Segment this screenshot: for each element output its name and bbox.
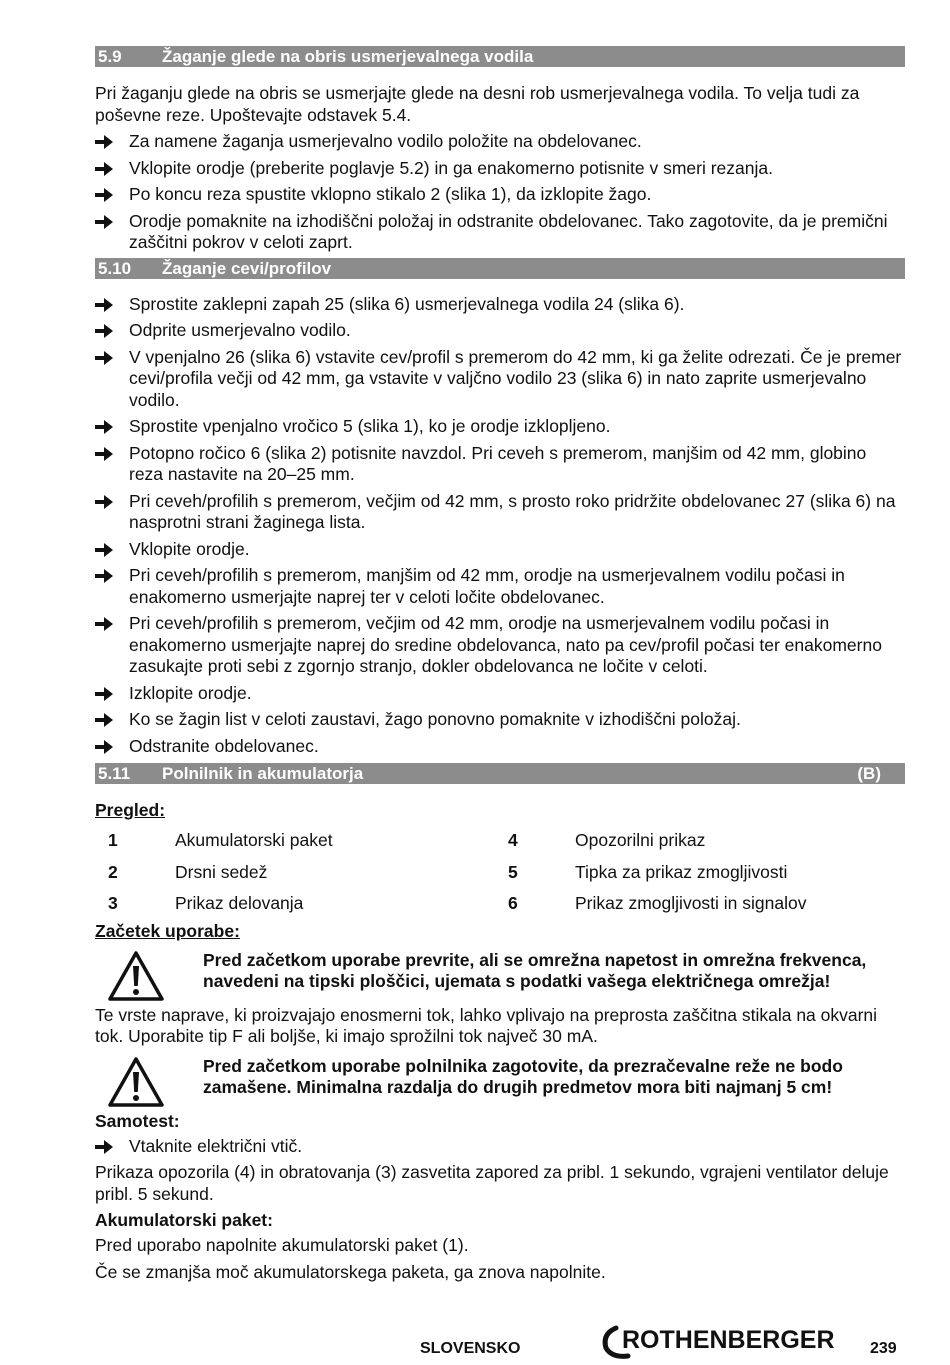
list-item bbox=[95, 211, 905, 254]
list-item-text: Po koncu reza spustite vklopno stikalo 2 (slika 1), da izklopite žago. bbox=[129, 184, 652, 204]
list-item bbox=[95, 294, 905, 316]
list-item bbox=[95, 347, 905, 412]
svg-text:ROTHENBERGER: ROTHENBERGER bbox=[622, 1326, 835, 1354]
arrow-icon bbox=[95, 347, 129, 412]
list-item bbox=[95, 491, 905, 534]
brand-logo bbox=[600, 1324, 850, 1365]
item-label: Opozorilni prikaz bbox=[575, 830, 706, 850]
item-number: 1 bbox=[108, 830, 118, 850]
list-item-text: Za namene žaganja usmerjevalno vodilo položite na obdelovanec. bbox=[129, 131, 642, 151]
section-title: Polnilnik in akumulatorja bbox=[162, 764, 364, 783]
arrow-icon bbox=[95, 131, 129, 153]
overview-table bbox=[95, 825, 905, 920]
section-heading-5-9 bbox=[95, 46, 905, 67]
battery-heading: Akumulatorski paket: bbox=[95, 1210, 273, 1230]
list-item-text: Pri ceveh/profilih s premerom, večjim od 42 mm, s prosto roko pridržite obdelovanec 27 (slika 6) na nasprotni strani žaginega lista. bbox=[129, 490, 896, 532]
list-item-text: Ko se žagin list v celoti zaustavi, žago ponovno pomaknite v izhodiščni položaj. bbox=[129, 709, 741, 729]
start-heading: Začetek uporabe: bbox=[95, 920, 240, 941]
paragraph: Če se zmanjša moč akumulatorskega paketa, ga znova napolnite. bbox=[95, 1261, 606, 1282]
arrow-icon bbox=[95, 683, 129, 705]
item-number: 5 bbox=[508, 861, 518, 882]
list-item-text: Izklopite orodje. bbox=[129, 682, 252, 703]
item-label: Prikaz delovanja bbox=[175, 893, 304, 913]
list-item bbox=[95, 709, 905, 731]
section-title: Žaganje cevi/profilov bbox=[162, 258, 332, 278]
arrow-icon bbox=[95, 443, 129, 486]
list-item-text: Vtaknite električni vtič. bbox=[129, 1135, 303, 1156]
list-item-text: Potopno ročico 6 (slika 2) potisnite navzdol. Pri ceveh s premerom, manjšim od 42 mm, globino reza nastavite na 20–25 mm. bbox=[129, 442, 867, 484]
arrow-icon bbox=[95, 565, 129, 608]
figure-reference: (B) bbox=[857, 764, 881, 783]
arrow-icon bbox=[95, 491, 129, 534]
paragraph: Prikaza opozorila (4) in obratovanja (3) zasvetita zapored za pribl. 1 sekundo, vgrajeni ventilator deluje pribl. 5 sekund. bbox=[95, 1162, 889, 1204]
item-label: Akumulatorski paket bbox=[175, 830, 333, 850]
list-item-text: Sprostite zaklepni zapah 25 (slika 6) usmerjevalnega vodila 24 (slika 6). bbox=[129, 293, 685, 314]
arrow-icon bbox=[95, 158, 129, 180]
arrow-icon bbox=[95, 184, 129, 206]
arrow-icon bbox=[95, 211, 129, 254]
selftest-heading: Samotest: bbox=[95, 1110, 180, 1131]
arrow-icon bbox=[95, 709, 129, 731]
footer-language: SLOVENSKO bbox=[420, 1340, 521, 1357]
section-number: 5.10 bbox=[98, 258, 132, 278]
list-item bbox=[95, 131, 905, 153]
arrow-icon bbox=[95, 294, 129, 316]
item-number: 2 bbox=[108, 861, 118, 882]
section-heading-5-11 bbox=[95, 763, 905, 784]
list-item bbox=[95, 416, 905, 438]
page-content bbox=[95, 46, 905, 1283]
list-item-text: Pri ceveh/profilih s premerom, manjšim od 42 mm, orodje na usmerjevalnem vodilu počasi in enakomerno usmerjajte naprej ter v celoti ločite obdelovanec. bbox=[129, 565, 845, 607]
item-label: Drsni sedež bbox=[175, 861, 268, 882]
list-item-text: Pri ceveh/profilih s premerom, večjim od 42 mm, orodje na usmerjevalnem vodilu počasi in enakomerno usmerjajte naprej do sredine obdelovanca, nato pa cev/profil počasi ter enakomerno zasukajte proti sebi z zgornjo stranjo, dokler obdelovanca ne ločite v celoti. bbox=[129, 613, 882, 676]
list-item bbox=[95, 613, 905, 678]
list-item bbox=[95, 736, 905, 758]
arrow-icon bbox=[95, 539, 129, 561]
list-item bbox=[95, 1136, 905, 1158]
warning-text: Pred začetkom uporabe polnilnika zagotovite, da prezračevalne reže ne bodo zamašene. Minimalna razdalja do drugih predmetov mora biti najmanj 5 cm! bbox=[203, 1055, 843, 1097]
list-item bbox=[95, 539, 905, 561]
item-label: Tipka za prikaz zmogljivosti bbox=[575, 861, 788, 882]
list-item bbox=[95, 683, 905, 705]
warning-icon bbox=[95, 1056, 203, 1108]
section-number: 5.9 bbox=[98, 47, 122, 66]
paragraph: Pri žaganju glede na obris se usmerjajte glede na desni rob usmerjevalnega vodila. To velja tudi za poševne reze. Upoštevajte odstavek 5.4. bbox=[95, 83, 860, 125]
list-item bbox=[95, 158, 905, 180]
paragraph: Pred uporabo napolnite akumulatorski paket (1). bbox=[95, 1235, 469, 1255]
list-item-text: Odprite usmerjevalno vodilo. bbox=[129, 320, 351, 340]
item-number: 3 bbox=[108, 893, 118, 913]
list-item bbox=[95, 320, 905, 342]
warning-icon bbox=[95, 950, 203, 1002]
list-item-text: Orodje pomaknite na izhodiščni položaj in odstranite obdelovanec. Tako zagotovite, da je premični zaščitni pokrov v celoti zaprt. bbox=[129, 210, 888, 252]
paragraph: Te vrste naprave, ki proizvajajo enosmerni tok, lahko vplivajo na preprosta zaščitna stikala na okvarni tok. Uporabite tip F ali boljše, ki imajo sprožilni tok največ 30 mA. bbox=[95, 1004, 878, 1046]
list-item-text: Vklopite orodje. bbox=[129, 538, 250, 559]
warning-block bbox=[95, 1056, 905, 1108]
list-item-text: Sprostite vpenjalno vročico 5 (slika 1), ko je orodje izklopljeno. bbox=[129, 416, 611, 436]
item-number: 6 bbox=[508, 893, 518, 913]
section-heading-5-10 bbox=[95, 258, 905, 279]
arrow-icon bbox=[95, 416, 129, 438]
page-footer bbox=[0, 1322, 950, 1362]
arrow-icon bbox=[95, 736, 129, 758]
section-title: Žaganje glede na obris usmerjevalnega vodila bbox=[162, 47, 534, 66]
arrow-icon bbox=[95, 613, 129, 678]
page-number: 239 bbox=[870, 1340, 897, 1357]
section-number: 5.11 bbox=[98, 764, 131, 783]
list-item bbox=[95, 184, 905, 206]
list-item bbox=[95, 443, 905, 486]
arrow-icon bbox=[95, 1136, 129, 1158]
overview-heading: Pregled: bbox=[95, 800, 166, 820]
warning-block bbox=[95, 950, 905, 1002]
arrow-icon bbox=[95, 320, 129, 342]
list-item-text: V vpenjalno 26 (slika 6) vstavite cev/profil s premerom do 42 mm, ki ga želite odrezati. Če je premer cevi/profila večji od 42 mm, ga vstavite v valjčno vodilo 23 (slika 6) in nato zaprite usmerjevalno vodilo. bbox=[129, 346, 902, 410]
list-item bbox=[95, 565, 905, 608]
item-label: Prikaz zmogljivosti in signalov bbox=[575, 893, 807, 913]
warning-text: Pred začetkom uporabe prevrite, ali se omrežna napetost in omrežna frekvenca, navedeni na tipski ploščici, ujemata s podatki vašega električnega omrežja! bbox=[203, 949, 867, 991]
list-item-text: Odstranite obdelovanec. bbox=[129, 735, 319, 756]
list-item-text: Vklopite orodje (preberite poglavje 5.2) in ga enakomerno potisnite v smeri rezanja. bbox=[129, 157, 773, 178]
item-number: 4 bbox=[508, 830, 518, 850]
